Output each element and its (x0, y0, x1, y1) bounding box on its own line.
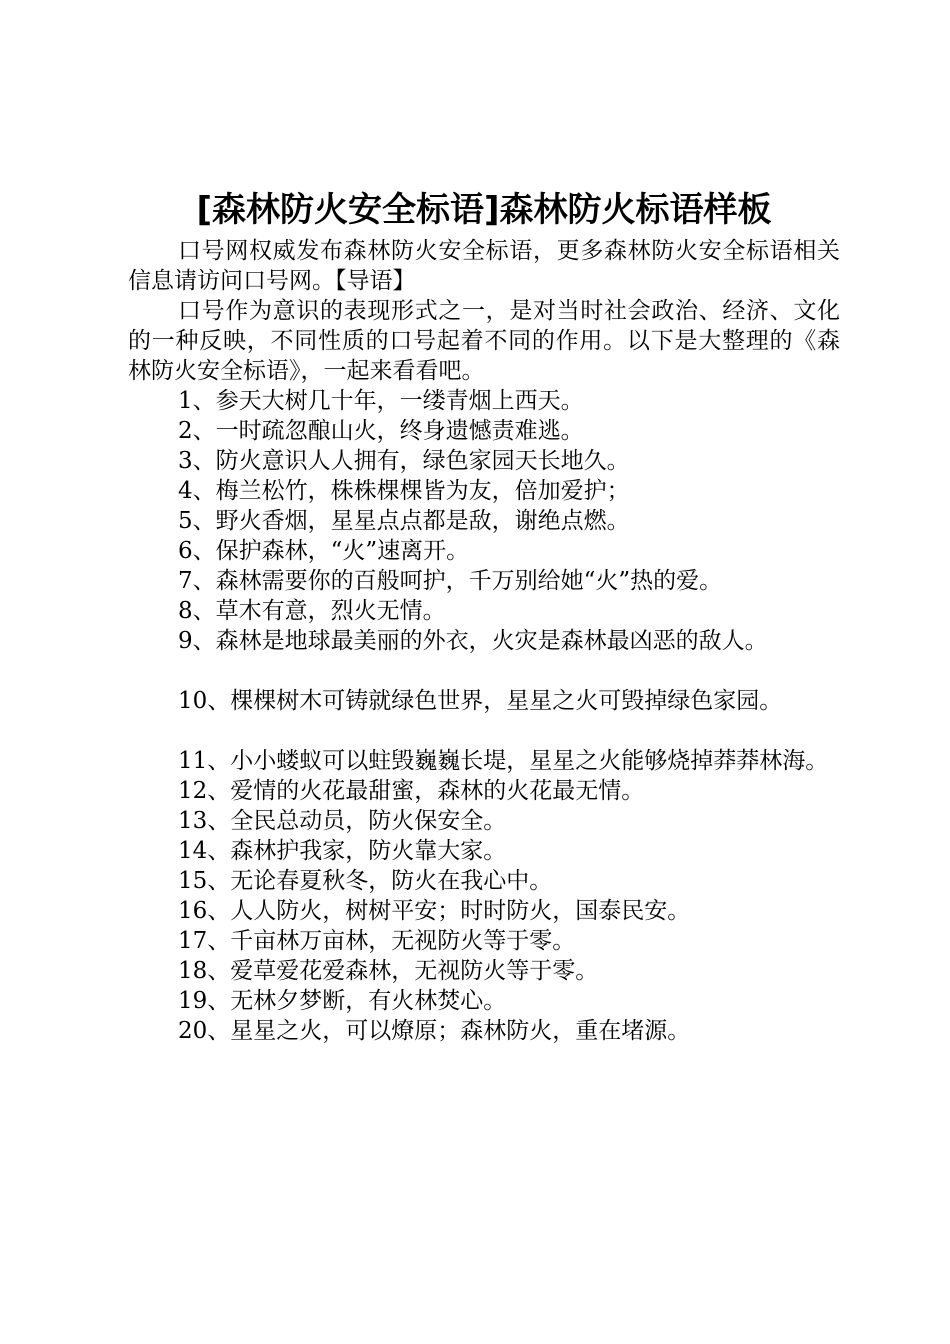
list-item: 15、无论春夏秋冬，防火在我心中。 (178, 868, 553, 894)
list-item: 13、全民总动员，防火保安全。 (178, 808, 507, 834)
list-item: 6、保护森林，“火”速离开。 (178, 538, 470, 564)
list-item: 12、爱情的火花最甜蜜，森林的火花最无情。 (178, 778, 645, 804)
intro-paragraph: 口号作为意识的表现形式之一，是对当时社会政治、经济、文化的一种反映，不同性质的口号起着不同的作用。以下是大整理的《森林防火安全标语》，一起来看看吧。 (128, 298, 840, 384)
intro-paragraph: 口号网权威发布森林防火安全标语，更多森林防火安全标语相关信息请访问口号网。【导语】 (128, 238, 840, 294)
list-item: 9、森林是地球最美丽的外衣，火灾是森林最凶恶的敌人。 (178, 628, 768, 654)
list-item: 10、棵棵树木可铸就绿色世界，星星之火可毁掉绿色家园。 (178, 688, 783, 714)
list-item: 2、一时疏忽酿山火，终身遗憾责难逃。 (178, 418, 584, 444)
list-item: 3、防火意识人人拥有，绿色家园天长地久。 (178, 448, 630, 474)
list-item: 7、森林需要你的百般呵护，千万别给她“火”热的爱。 (178, 568, 723, 594)
list-item: 18、爱草爱花爱森林，无视防火等于零。 (178, 958, 599, 984)
list-item: 17、千亩林万亩林，无视防火等于零。 (178, 928, 576, 954)
document-page (128, 186, 840, 1046)
list-item: 1、参天大树几十年，一缕青烟上西天。 (178, 388, 584, 414)
list-item: 4、梅兰松竹，株株棵棵皆为友，倍加爱护； (178, 478, 630, 504)
list-item: 16、人人防火，树树平安；时时防火，国泰民安。 (178, 898, 691, 924)
document-title: [森林防火安全标语]森林防火标语样板 (196, 190, 772, 230)
slogan-list (128, 386, 840, 1046)
list-item: 8、草木有意，烈火无情。 (178, 598, 446, 624)
list-item: 11、小小蝼蚁可以蛀毁巍巍长堤，星星之火能够烧掉莽莽林海。 (178, 748, 829, 774)
list-item: 14、森林护我家，防火靠大家。 (178, 838, 507, 864)
list-item: 19、无林夕梦断，有火林焚心。 (178, 988, 507, 1014)
list-item: 20、星星之火，可以燎原；森林防火，重在堵源。 (178, 1018, 691, 1044)
list-item: 5、野火香烟，星星点点都是敌，谢绝点燃。 (178, 508, 630, 534)
